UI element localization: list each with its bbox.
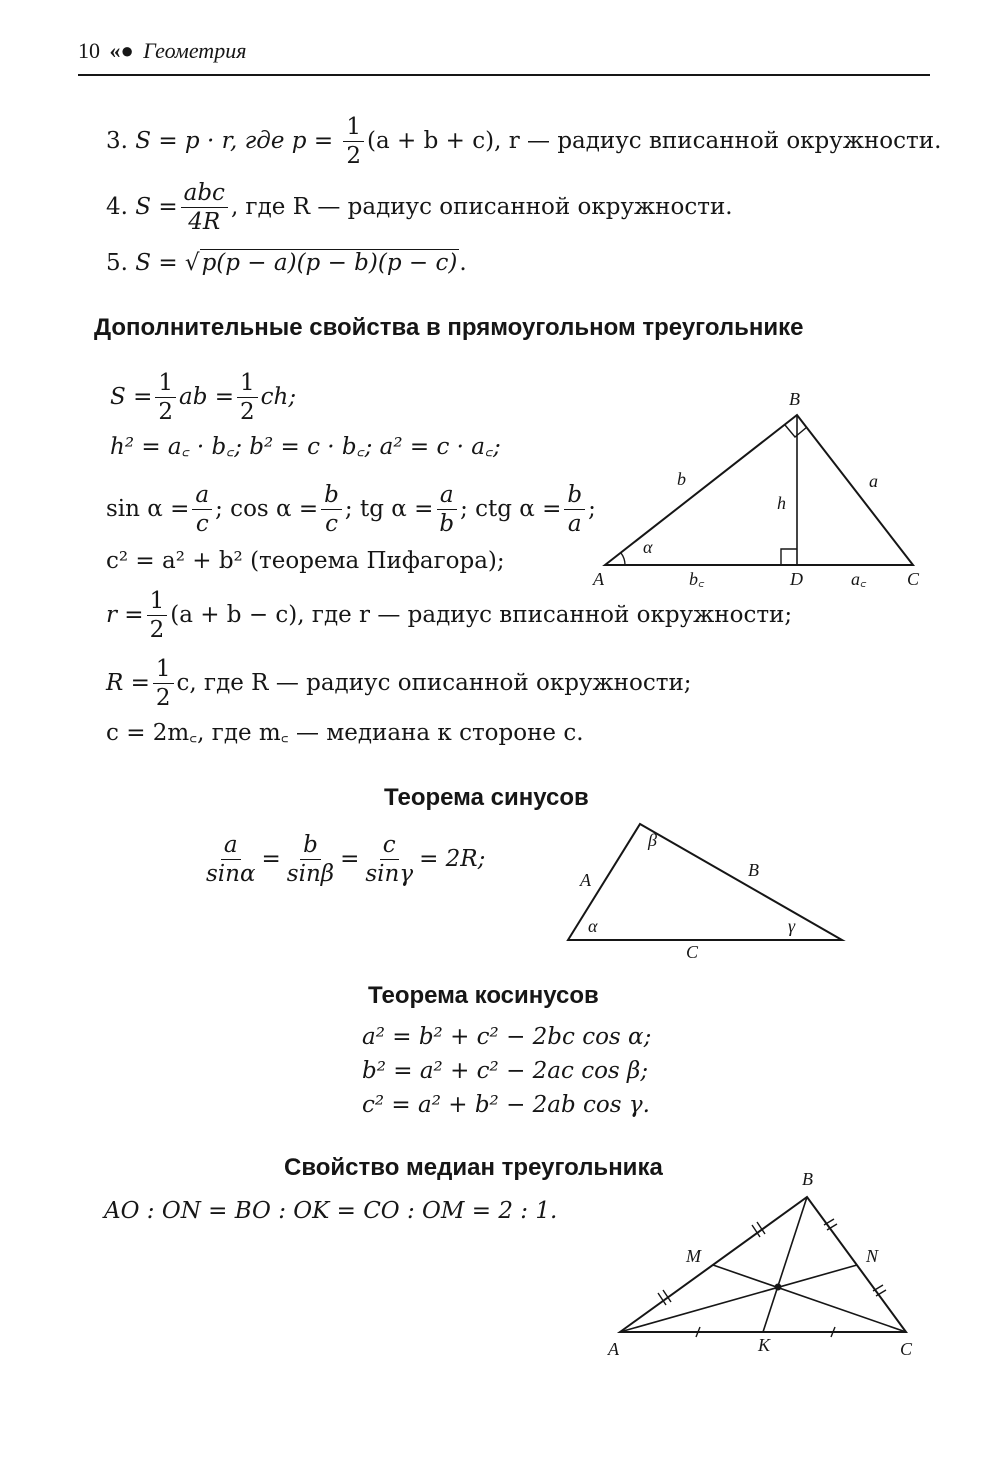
- label-N: N: [866, 1246, 879, 1266]
- label-K: K: [758, 1335, 771, 1355]
- centroid-o: [775, 1284, 782, 1291]
- cosines-line-2: b² = a² + c² − 2ac cos β;: [362, 1058, 649, 1084]
- frac-denominator: c: [325, 511, 338, 538]
- sin-label: sin α =: [106, 495, 190, 522]
- tg-label: ; tg α =: [344, 495, 434, 522]
- frac-denominator: 2: [240, 399, 255, 426]
- right-angle-mark-b: [785, 425, 807, 437]
- formula-5: [106, 252, 467, 275]
- rt-area-formula: [110, 370, 296, 426]
- formula-mid: ab =: [178, 383, 235, 410]
- label-ac: a꜀: [851, 569, 867, 589]
- rt-pythagoras: c² = a² + b² (теорема Пифагора);: [106, 548, 505, 574]
- label-A: A: [608, 1339, 619, 1359]
- page-header: [78, 38, 246, 64]
- formula-lhs: S =: [110, 383, 153, 410]
- formula-rest: c, где R — радиус описанной окружности;: [176, 669, 692, 696]
- header-rule: [78, 74, 930, 76]
- frac-denominator: sinα: [206, 861, 256, 888]
- section-heading-right-triangle: Дополнительные свойства в прямоугольном треугольнике: [94, 314, 804, 341]
- formula-3: [106, 114, 941, 170]
- angle-arc-alpha: [621, 553, 625, 565]
- label-B: B: [802, 1169, 813, 1189]
- frac-numerator: b: [321, 482, 342, 510]
- frac-numerator: b: [564, 482, 585, 510]
- formula-lhs: R =: [106, 669, 150, 696]
- label-bc: b꜀: [689, 569, 705, 589]
- frac-numerator: 1: [237, 370, 258, 398]
- formula-rest: (a + b − c), где r — радиус вписанной окружности;: [170, 601, 793, 628]
- medians-triangle-figure: [600, 1165, 930, 1360]
- frac-denominator: 2: [158, 399, 173, 426]
- label-a: a: [869, 471, 878, 491]
- frac-denominator: b: [439, 511, 455, 538]
- frac-denominator: c: [195, 511, 209, 538]
- label-B: B: [789, 389, 800, 409]
- frac-numerator: abc: [181, 180, 228, 208]
- label-C: C: [907, 569, 920, 589]
- frac-numerator: b: [300, 832, 321, 860]
- rt-median: c = 2m꜀, где m꜀ — медиана к стороне c.: [106, 720, 584, 746]
- frac-denominator: 4R: [188, 209, 221, 236]
- frac-numerator: c: [380, 832, 399, 860]
- label-B: B: [748, 860, 759, 880]
- label-M: M: [686, 1246, 701, 1266]
- triangle-medians: [620, 1197, 906, 1332]
- triangle-sines: [568, 824, 842, 940]
- label-C: C: [686, 942, 699, 962]
- medians-formula: AO : ON = BO : OK = CO : OM = 2 : 1.: [104, 1198, 558, 1224]
- label-C: C: [900, 1339, 913, 1359]
- frac-denominator: 2: [155, 685, 171, 712]
- formula-lhs: S =: [135, 250, 178, 276]
- tick-marks: [658, 1219, 886, 1337]
- frac-numerator: a: [221, 832, 241, 860]
- formula-end: ;: [588, 495, 596, 522]
- median-bk: [763, 1197, 807, 1332]
- header-marker: «●: [109, 38, 134, 63]
- label-alpha: α: [643, 537, 653, 557]
- formula-lhs: S =: [135, 193, 178, 220]
- frac-numerator: a: [437, 482, 457, 510]
- section-heading-cosines: Теорема косинусов: [368, 982, 599, 1009]
- label-h: h: [777, 493, 786, 513]
- frac-denominator: 2: [346, 143, 362, 170]
- frac-numerator: 1: [155, 370, 176, 398]
- sines-triangle-figure: [560, 818, 860, 968]
- ctg-label: ; ctg α =: [460, 495, 562, 522]
- label-D: D: [790, 569, 803, 589]
- rt-trig-formula: [106, 482, 596, 538]
- sqrt-radicand: p(p − a)(p − b)(p − c): [201, 250, 458, 276]
- section-heading-medians: Свойство медиан треугольника: [284, 1154, 663, 1181]
- page-number: 10: [78, 38, 100, 63]
- cosines-line-1: a² = b² + c² − 2bc cos α;: [362, 1024, 652, 1050]
- right-angle-mark-d: [781, 549, 797, 565]
- right-triangle-figure: [585, 385, 930, 600]
- rt-heights-formula: h² = a꜀ · b꜀; b² = c · b꜀; a² = c · a꜀;: [110, 434, 501, 460]
- formula-end: ch;: [260, 383, 297, 410]
- median-cm: [713, 1265, 906, 1332]
- frac-numerator: a: [192, 482, 212, 510]
- formula-number: 3.: [106, 127, 128, 154]
- rt-circumradius: [106, 656, 692, 712]
- section-heading-sines: Теорема синусов: [384, 784, 589, 811]
- frac-denominator: sinγ: [365, 861, 414, 888]
- formula-end: .: [459, 250, 467, 276]
- median-am: [620, 1265, 857, 1332]
- frac-numerator: 1: [153, 656, 174, 684]
- formula-4: [106, 180, 733, 236]
- cosines-line-3: c² = a² + b² − 2ab cos γ.: [362, 1092, 650, 1118]
- label-b: b: [677, 469, 686, 489]
- formula-rest: (a + b + c), r — радиус вписанной окружности.: [367, 127, 942, 154]
- sqrt-sign: √: [184, 250, 200, 276]
- formula-number: 5.: [106, 250, 128, 276]
- formula-lhs: S = p · r, где p =: [135, 127, 341, 154]
- header-title: Геометрия: [143, 38, 247, 63]
- label-gamma: γ: [788, 916, 796, 936]
- label-alpha: α: [588, 916, 598, 936]
- label-A: A: [580, 870, 591, 890]
- cos-label: ; cos α =: [215, 495, 319, 522]
- formula-rest: , где R — радиус описанной окружности.: [230, 193, 733, 220]
- label-A: A: [593, 569, 604, 589]
- frac-denominator: sinβ: [286, 861, 335, 888]
- frac-numerator: 1: [343, 114, 364, 142]
- frac-denominator: a: [567, 511, 582, 538]
- formula-end: = 2R;: [419, 845, 486, 872]
- frac-denominator: 2: [149, 617, 165, 644]
- label-beta: β: [648, 830, 657, 850]
- sines-formula: $\frac{a}{\sin\alpha}$ = $\frac{b}{\sin\beta}$ = $\frac{c}{\sin\gamma}$ = 2R;: [200, 832, 485, 888]
- frac-numerator: 1: [147, 588, 168, 616]
- formula-lhs: r =: [106, 601, 144, 628]
- formula-number: 4.: [106, 193, 128, 220]
